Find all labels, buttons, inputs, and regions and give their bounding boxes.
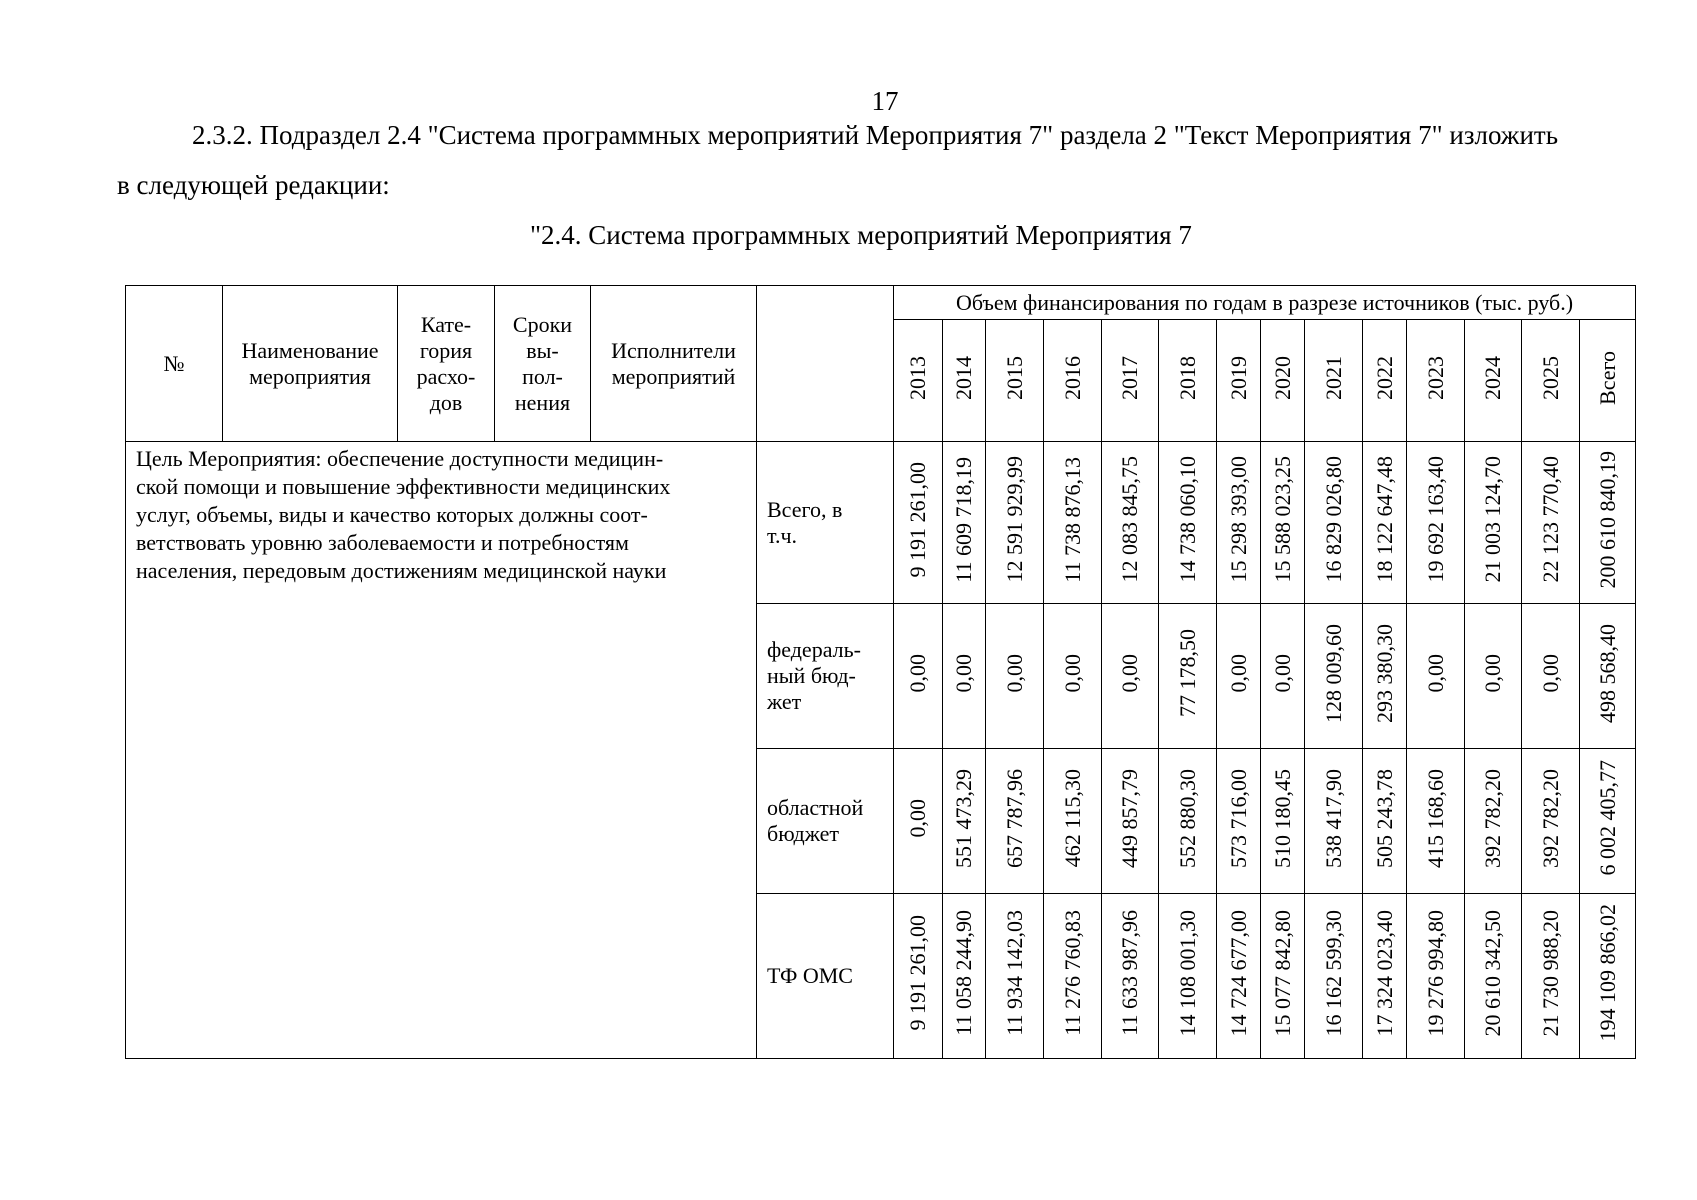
value-cell — [1217, 894, 1261, 1059]
header-financing: Объем финансирования по годам в разрезе источников (тыс. руб.) — [894, 286, 1636, 320]
value-text: 449 857,79 — [1117, 768, 1142, 868]
source-label-line: ный бюд- — [767, 663, 856, 688]
year-label: 2017 — [1117, 355, 1142, 400]
header-category-line: дов — [429, 389, 463, 415]
header-deadline-line: пол- — [522, 363, 563, 389]
year-header-2016 — [1044, 320, 1102, 442]
value-text: 19 692 163,40 — [1422, 456, 1448, 583]
value-cell — [943, 894, 986, 1059]
year-header-2022 — [1363, 320, 1407, 442]
value-text: 0,00 — [1117, 653, 1142, 693]
value-cell — [1217, 442, 1261, 604]
value-text: 552 880,30 — [1174, 768, 1200, 868]
value-cell — [894, 894, 943, 1059]
value-cell — [1044, 894, 1102, 1059]
value-text: 15 077 842,80 — [1269, 909, 1295, 1037]
value-cell — [1407, 749, 1465, 894]
value-cell — [1102, 749, 1159, 894]
year-header-2017 — [1102, 320, 1159, 442]
header-source-blank — [757, 286, 894, 442]
header-name — [223, 286, 398, 442]
source-label — [757, 749, 894, 894]
source-label — [757, 894, 894, 1059]
value-text: 14 724 677,00 — [1225, 909, 1251, 1037]
value-text: 77 178,50 — [1174, 629, 1200, 717]
year-header-2018 — [1159, 320, 1217, 442]
value-cell — [1465, 749, 1522, 894]
source-label-line: жет — [767, 689, 802, 714]
value-cell — [894, 442, 943, 604]
value-cell — [986, 604, 1044, 749]
value-text: 11 276 760,83 — [1059, 910, 1085, 1036]
goal-line: ветствовать уровню заболеваемости и потребностям — [136, 530, 629, 555]
value-cell — [1305, 604, 1363, 749]
value-cell — [1261, 604, 1305, 749]
value-text: 0,00 — [1422, 653, 1448, 693]
value-text: 0,00 — [1225, 653, 1251, 693]
year-label: 2015 — [1001, 355, 1027, 400]
value-text: 11 058 244,90 — [951, 910, 976, 1036]
year-header-2014 — [943, 320, 986, 442]
value-text: 11 609 718,19 — [951, 456, 976, 583]
value-cell — [1522, 749, 1580, 894]
year-label: 2025 — [1537, 355, 1563, 400]
paragraph-line-2: в следующей редакции: — [117, 170, 390, 200]
value-text: 538 417,90 — [1320, 768, 1346, 868]
value-cell — [1159, 749, 1217, 894]
value-text: 21 730 988,20 — [1537, 909, 1563, 1037]
value-text: 0,00 — [1059, 653, 1085, 693]
value-cell — [894, 604, 943, 749]
year-header-2021 — [1305, 320, 1363, 442]
value-text: 22 123 770,40 — [1537, 456, 1563, 583]
year-header-2024 — [1465, 320, 1522, 442]
value-cell — [1465, 894, 1522, 1059]
year-header-2013 — [894, 320, 943, 442]
source-label-line: т.ч. — [767, 522, 798, 548]
value-cell — [1407, 442, 1465, 604]
header-category-line: расхо- — [416, 363, 476, 389]
year-header-2015 — [986, 320, 1044, 442]
value-text: 14 108 001,30 — [1174, 909, 1200, 1037]
value-cell — [1261, 749, 1305, 894]
value-cell — [1305, 442, 1363, 604]
value-text: 505 243,78 — [1371, 768, 1397, 868]
header-deadline-line: нения — [514, 389, 571, 415]
source-label — [757, 442, 894, 604]
header-num: № — [126, 286, 223, 442]
value-text: 11 738 876,13 — [1059, 456, 1085, 583]
value-text: 21 003 124,70 — [1480, 456, 1505, 583]
value-text: 551 473,29 — [951, 768, 976, 868]
value-text: 0,00 — [1001, 653, 1027, 693]
year-header-2023 — [1407, 320, 1465, 442]
source-label-line: ТФ ОМС — [767, 963, 853, 988]
source-label-line: федераль- — [767, 637, 861, 662]
year-label: 2018 — [1174, 355, 1200, 400]
value-cell — [1363, 749, 1407, 894]
value-text: 17 324 023,40 — [1371, 909, 1397, 1037]
value-cell — [986, 749, 1044, 894]
value-text: 6 002 405,77 — [1594, 760, 1620, 876]
value-cell — [1044, 604, 1102, 749]
value-cell — [1217, 749, 1261, 894]
value-text: 15 298 393,00 — [1225, 456, 1251, 583]
value-cell — [1217, 604, 1261, 749]
value-text: 16 162 599,30 — [1320, 909, 1346, 1037]
goal-line: Цель Мероприятия: обеспечение доступности медицин- — [136, 446, 664, 471]
source-label — [757, 604, 894, 749]
value-text: 12 083 845,75 — [1117, 456, 1142, 583]
value-text: 128 009,60 — [1320, 623, 1346, 723]
value-cell — [1044, 442, 1102, 604]
year-header-2025 — [1522, 320, 1580, 442]
header-category-line: Кате- — [420, 311, 472, 337]
value-cell — [1363, 894, 1407, 1059]
value-cell — [943, 604, 986, 749]
value-cell — [986, 442, 1044, 604]
page-number: 17 — [871, 86, 899, 116]
header-executors — [591, 286, 757, 442]
year-header-2020 — [1261, 320, 1305, 442]
value-cell — [1102, 442, 1159, 604]
value-text: 415 168,60 — [1422, 768, 1448, 868]
value-text: 200 610 840,19 — [1594, 450, 1620, 589]
header-deadline-line: Сроки — [512, 311, 573, 337]
value-cell — [1522, 442, 1580, 604]
year-label: 2014 — [951, 355, 976, 400]
value-text: 16 829 026,80 — [1320, 456, 1346, 583]
financing-table — [125, 285, 1636, 1059]
source-label-line: бюджет — [767, 821, 839, 846]
header-name-line: Наименование — [241, 337, 379, 363]
value-text: 0,00 — [1480, 653, 1505, 693]
value-text: 462 115,30 — [1059, 768, 1085, 868]
value-cell — [1159, 604, 1217, 749]
value-cell — [1159, 894, 1217, 1059]
value-text: 392 782,20 — [1537, 768, 1563, 868]
value-text: 18 122 647,48 — [1371, 456, 1397, 583]
value-text: 11 633 987,96 — [1117, 910, 1142, 1036]
value-text: 14 738 060,10 — [1174, 456, 1200, 583]
value-text: 12 591 929,99 — [1001, 456, 1027, 583]
source-label-line: Всего, в — [767, 496, 843, 522]
value-text: 392 782,20 — [1480, 768, 1505, 868]
value-cell — [1407, 894, 1465, 1059]
value-cell — [1363, 604, 1407, 749]
value-text: 0,00 — [905, 653, 930, 693]
value-text: 657 787,96 — [1001, 768, 1027, 868]
value-cell — [1580, 604, 1636, 749]
header-name-line: мероприятия — [249, 363, 371, 389]
value-cell — [1465, 604, 1522, 749]
source-label-line: областной — [767, 795, 864, 820]
value-text: 11 934 142,03 — [1001, 910, 1027, 1036]
year-label: 2016 — [1059, 355, 1085, 400]
value-cell — [1363, 442, 1407, 604]
value-cell — [1261, 894, 1305, 1059]
value-cell — [894, 749, 943, 894]
value-text: 0,00 — [1269, 653, 1295, 693]
value-text: 498 568,40 — [1594, 623, 1620, 723]
value-cell — [1102, 894, 1159, 1059]
table-row — [126, 442, 1636, 604]
value-cell — [1522, 894, 1580, 1059]
header-deadline-line: вы- — [526, 337, 559, 363]
value-cell — [1261, 442, 1305, 604]
value-text: 510 180,45 — [1269, 768, 1295, 868]
value-text: 0,00 — [1537, 653, 1563, 693]
value-text: 573 716,00 — [1225, 768, 1251, 868]
value-text: 9 191 261,00 — [905, 461, 930, 578]
year-label: 2023 — [1422, 355, 1448, 400]
header-deadline — [495, 286, 591, 442]
year-label: Всего — [1594, 350, 1620, 405]
header-category — [398, 286, 495, 442]
value-cell — [986, 894, 1044, 1059]
header-executors-line: Исполнители — [611, 337, 736, 363]
paragraph-line-1: 2.3.2. Подраздел 2.4 "Система программных мероприятий Мероприятия 7" раздела 2 "Текст Мероприятия 7" изложить — [192, 120, 1559, 150]
section-title: "2.4. Система программных мероприятий Мероприятия 7 — [530, 220, 1192, 250]
year-label: 2013 — [905, 355, 930, 400]
value-text: 19 276 994,80 — [1422, 909, 1448, 1037]
header-category-line: гория — [419, 337, 473, 363]
value-cell — [943, 442, 986, 604]
goal-line: населения, передовым достижениям медицинской науки — [136, 558, 667, 583]
value-cell — [1580, 442, 1636, 604]
value-cell — [1522, 604, 1580, 749]
value-cell — [1044, 749, 1102, 894]
value-text: 0,00 — [905, 798, 930, 838]
value-cell — [1102, 604, 1159, 749]
value-text: 9 191 261,00 — [905, 915, 930, 1031]
year-label: 2024 — [1480, 355, 1505, 400]
goal-line: услуг, объемы, виды и качество которых должны соот- — [136, 502, 648, 527]
year-label: 2019 — [1225, 355, 1251, 400]
year-label: 2022 — [1371, 355, 1397, 400]
value-text: 0,00 — [951, 653, 976, 693]
year-header-2019 — [1217, 320, 1261, 442]
year-header-total — [1580, 320, 1636, 442]
year-label: 2021 — [1320, 355, 1346, 400]
value-text: 194 109 866,02 — [1594, 904, 1620, 1042]
value-text: 15 588 023,25 — [1269, 456, 1295, 583]
value-cell — [943, 749, 986, 894]
goal-cell — [126, 442, 757, 1059]
year-label: 2020 — [1269, 355, 1295, 400]
value-cell — [1580, 749, 1636, 894]
value-cell — [1465, 442, 1522, 604]
value-text: 293 380,30 — [1371, 623, 1397, 723]
value-cell — [1580, 894, 1636, 1059]
goal-line: ской помощи и повышение эффективности медицинских — [136, 474, 671, 499]
value-cell — [1159, 442, 1217, 604]
value-cell — [1305, 894, 1363, 1059]
value-cell — [1305, 749, 1363, 894]
header-executors-line: мероприятий — [611, 363, 736, 389]
value-text: 20 610 342,50 — [1480, 909, 1505, 1037]
value-cell — [1407, 604, 1465, 749]
